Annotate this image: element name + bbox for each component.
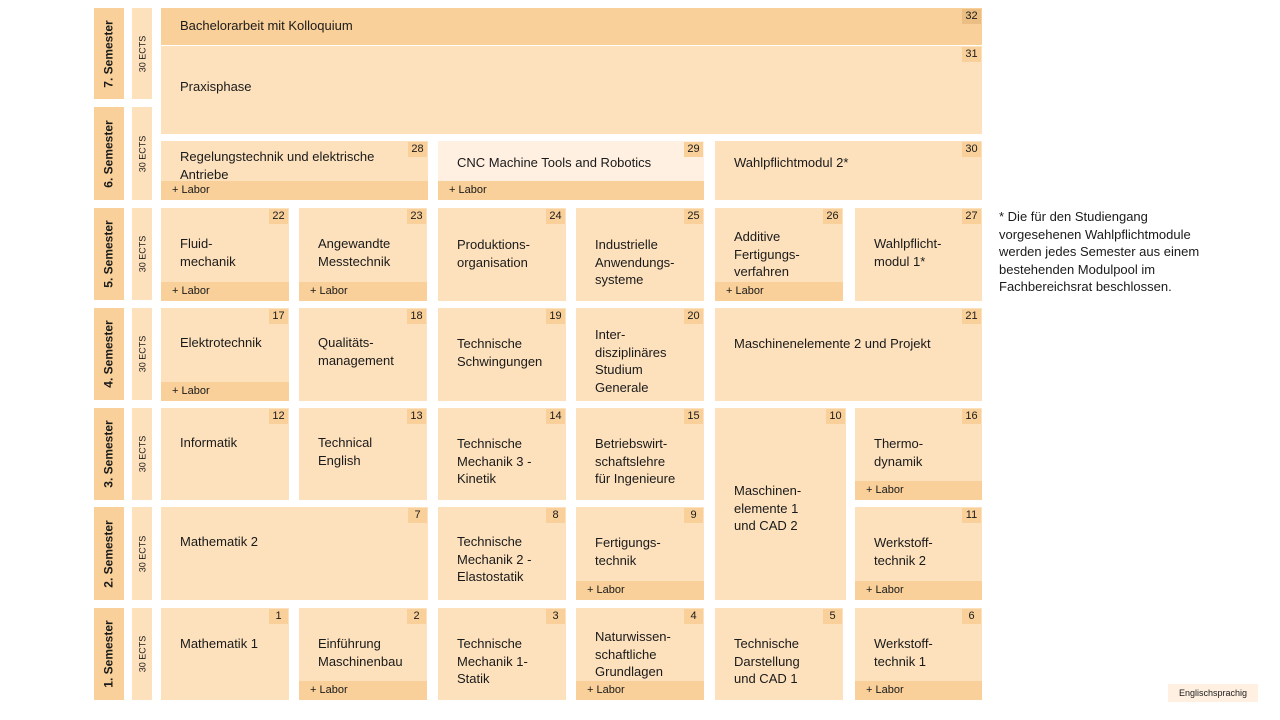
- module-number: 30: [962, 142, 981, 157]
- labor-tag: + Labor: [161, 282, 289, 301]
- ects-label: 30 ECTS: [132, 608, 152, 700]
- module-number: 14: [546, 409, 565, 424]
- legend-badge: Englischsprachig: [1168, 684, 1258, 702]
- module-card: [715, 408, 846, 600]
- module-card: [438, 308, 566, 401]
- module-title: Mathematik 1: [180, 636, 259, 651]
- module-title: Praxisphase: [180, 79, 252, 94]
- ects-label: 30 ECTS: [132, 8, 152, 99]
- module-title: Maschinenelemente 2 und Projekt: [734, 336, 931, 351]
- ects-label: 30 ECTS: [132, 208, 152, 300]
- module-number: 24: [546, 209, 565, 224]
- module-card: [299, 308, 427, 401]
- semester-label: 5. Semester: [94, 208, 124, 300]
- module-title: Technische Darstellung und CAD 1: [734, 636, 800, 686]
- module-card: [576, 608, 704, 700]
- module-title: Additive Fertigungs- verfahren: [734, 229, 800, 279]
- module-title: Technische Mechanik 3 - Kinetik: [457, 436, 532, 486]
- labor-tag: + Labor: [161, 181, 428, 200]
- module-number: 13: [407, 409, 426, 424]
- module-number: 7: [408, 508, 427, 523]
- module-title: Wahlpflicht- modul 1*: [874, 236, 942, 269]
- module-title: Betriebswirt- schaftslehre für Ingenieure: [595, 436, 676, 486]
- module-card: [438, 208, 566, 301]
- semester-label: 4. Semester: [94, 308, 124, 400]
- semester-label: 7. Semester: [94, 8, 124, 99]
- module-number: 9: [684, 508, 703, 523]
- module-card: [161, 46, 982, 134]
- module-number: 31: [962, 47, 981, 62]
- labor-tag: + Labor: [299, 681, 427, 700]
- labor-tag: + Labor: [715, 282, 843, 301]
- module-title: Fertigungs- technik: [595, 535, 661, 568]
- module-number: 26: [823, 209, 842, 224]
- module-title: Mathematik 2: [180, 534, 259, 549]
- labor-tag: + Labor: [576, 681, 704, 700]
- module-number: 17: [269, 309, 288, 324]
- module-number: 27: [962, 209, 981, 224]
- module-title: Wahlpflichtmodul 2*: [734, 155, 849, 170]
- module-title: Technische Schwingungen: [457, 336, 543, 369]
- module-card: [715, 308, 982, 401]
- module-card: [576, 408, 704, 500]
- module-card: [715, 608, 843, 700]
- module-title: Technical English: [318, 435, 373, 468]
- module-number: 6: [962, 609, 981, 624]
- module-title: Elektrotechnik: [180, 335, 262, 350]
- module-title: Fluid- mechanik: [180, 236, 236, 269]
- module-card: [576, 208, 704, 301]
- module-number: 23: [407, 209, 426, 224]
- module-card: [161, 608, 289, 700]
- module-card: [855, 608, 982, 700]
- module-title: Werkstoff- technik 1: [874, 636, 933, 669]
- labor-tag: + Labor: [855, 681, 982, 700]
- module-number: 10: [826, 409, 845, 424]
- module-title: Regelungstechnik und elektrische Antriebe: [180, 149, 375, 182]
- labor-tag: + Labor: [855, 481, 982, 500]
- labor-tag: + Labor: [855, 581, 982, 600]
- module-card: [438, 608, 566, 700]
- module-number: 2: [407, 609, 426, 624]
- ects-label: 30 ECTS: [132, 507, 152, 600]
- module-number: 28: [408, 142, 427, 157]
- module-title: Bachelorarbeit mit Kolloquium: [180, 18, 353, 33]
- module-card: [161, 408, 289, 500]
- labor-tag: + Labor: [576, 581, 704, 600]
- module-number: 32: [962, 9, 981, 24]
- module-card: [438, 141, 704, 200]
- module-card: [855, 208, 982, 301]
- module-card: [161, 308, 289, 401]
- module-number: 25: [684, 209, 703, 224]
- module-number: 16: [962, 409, 981, 424]
- ects-label: 30 ECTS: [132, 107, 152, 200]
- ects-label: 30 ECTS: [132, 408, 152, 500]
- module-card: [576, 507, 704, 600]
- module-title: Qualitäts- management: [318, 335, 394, 368]
- module-card: [299, 608, 427, 700]
- module-number: 21: [962, 309, 981, 324]
- module-title: Naturwissen- schaftliche Grundlagen: [595, 629, 671, 679]
- module-title: Technische Mechanik 1- Statik: [457, 636, 528, 686]
- module-title: Industrielle Anwendungs- systeme: [595, 237, 675, 287]
- semester-label: 2. Semester: [94, 507, 124, 600]
- module-title: Einführung Maschinenbau: [318, 636, 403, 669]
- module-card: [576, 308, 704, 401]
- module-number: 22: [269, 209, 288, 224]
- module-card: [715, 208, 843, 301]
- module-title: Inter- disziplinäres Studium Generale: [595, 327, 667, 395]
- module-title: Informatik: [180, 435, 238, 450]
- module-number: 20: [684, 309, 703, 324]
- module-number: 15: [684, 409, 703, 424]
- ects-label: 30 ECTS: [132, 308, 152, 400]
- labor-tag: + Labor: [299, 282, 427, 301]
- module-card: [715, 141, 982, 200]
- module-card: [438, 507, 566, 600]
- labor-tag: + Labor: [438, 181, 704, 200]
- module-number: 4: [684, 609, 703, 624]
- module-number: 11: [962, 508, 981, 523]
- module-title: Angewandte Messtechnik: [318, 236, 391, 269]
- module-title: Thermo- dynamik: [874, 436, 924, 469]
- module-title: Maschinen- elemente 1 und CAD 2: [734, 483, 802, 533]
- module-card: [299, 208, 427, 301]
- module-card: [299, 408, 427, 500]
- module-card: [161, 208, 289, 301]
- semester-label: 6. Semester: [94, 107, 124, 200]
- module-number: 29: [684, 142, 703, 157]
- module-number: 3: [546, 609, 565, 624]
- module-number: 1: [269, 609, 288, 624]
- module-card: [438, 408, 566, 500]
- module-title: Technische Mechanik 2 - Elastostatik: [457, 534, 532, 584]
- module-card: [855, 408, 982, 500]
- module-number: 8: [546, 508, 565, 523]
- module-card: [161, 507, 428, 600]
- module-number: 5: [823, 609, 842, 624]
- semester-label: 1. Semester: [94, 608, 124, 700]
- module-number: 12: [269, 409, 288, 424]
- footnote: * Die für den Studiengang vorgesehenen Wahlpflichtmodule werden jedes Semester aus einem bestehenden Modulpool im Fachbereichsrat beschlossen.: [999, 209, 1200, 294]
- semester-label: 3. Semester: [94, 408, 124, 500]
- labor-tag: + Labor: [161, 382, 289, 401]
- module-title: CNC Machine Tools and Robotics: [457, 155, 652, 170]
- module-card: [161, 8, 982, 45]
- module-number: 19: [546, 309, 565, 324]
- module-number: 18: [407, 309, 426, 324]
- module-title: Produktions- organisation: [457, 237, 530, 270]
- module-title: Werkstoff- technik 2: [874, 535, 933, 568]
- module-card: [855, 507, 982, 600]
- module-card: [161, 141, 428, 200]
